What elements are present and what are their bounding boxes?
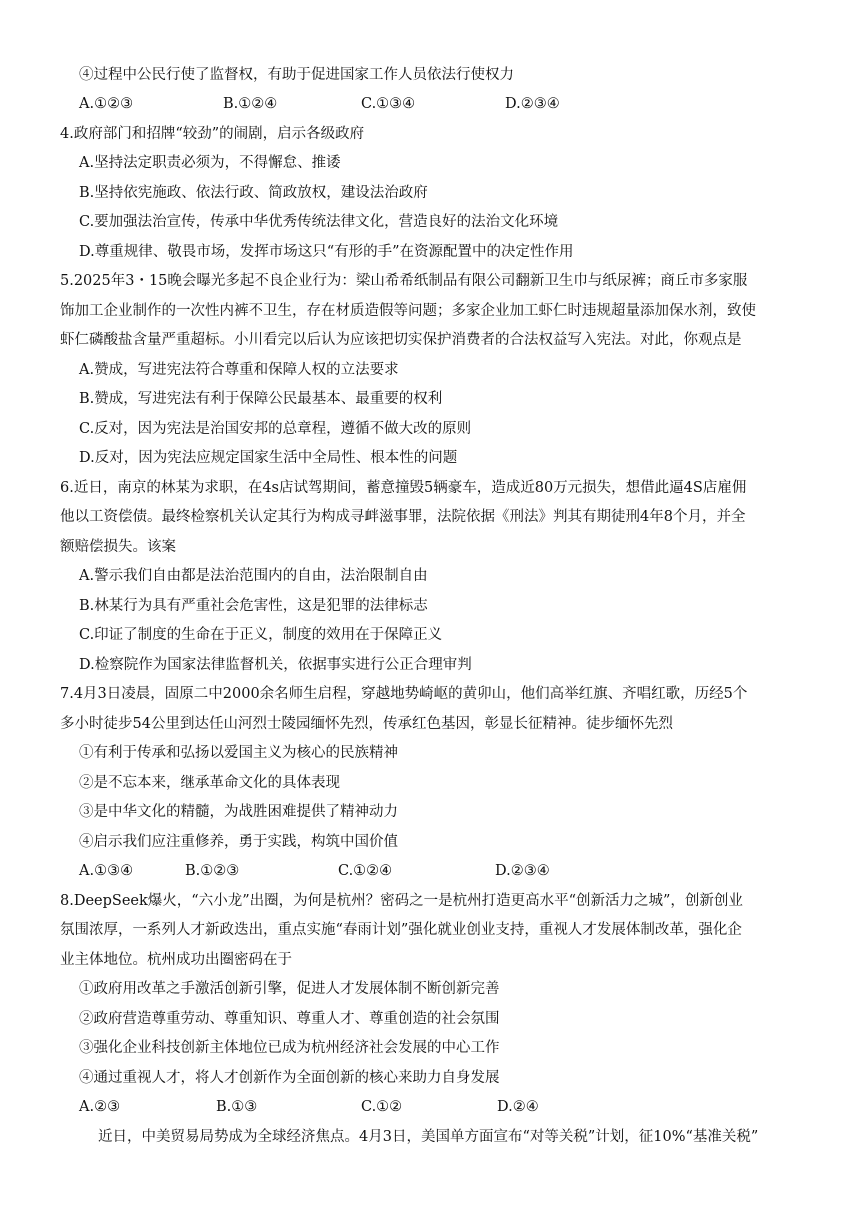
q3-item-4: ④过程中公民行使了监督权，有助于促进国家工作人员依法行使权力 [79,67,514,83]
q6-stem-line-2: 他以工资偿债。最终检察机关认定其行为构成寻衅滋事罪，法院依据《刑法》判其有期徒刑4年8个月，并全 [60,509,746,525]
q7-option-d: D.②③④ [495,863,550,879]
q6-option-a: A.警示我们自由都是法治范围内的自由，法治限制自由 [79,568,428,584]
q7-stem-line-1: 7.4月3日凌晨，固原二中2000余名师生启程，穿越地势崎岖的黄卯山，他们高举红旗、齐唱红歌，历经5个 [60,686,748,702]
q5-option-c: C.反对，因为宪法是治国安邦的总章程，遵循不做大改的原则 [79,421,472,437]
q5-stem-line-1: 5.2025年3・15晚会曝光多起不良企业行为：梁山希希纸制品有限公司翻新卫生巾与纸尿裤；商丘市多家服 [60,273,748,289]
q4-stem: 4.政府部门和招牌“较劲”的闹剧，启示各级政府 [60,126,365,142]
q4-option-b: B.坚持依宪施政、依法行政、简政放权，建设法治政府 [79,185,428,201]
q6-stem-line-3: 额赔偿损失。该案 [60,539,176,555]
q7-stem-line-2: 多小时徒步54公里到达任山河烈士陵园缅怀先烈，传承红色基因，彰显长征精神。徒步缅怀先烈 [60,716,673,732]
q7-options [79,861,779,881]
q8-stem-line-3: 业主体地位。杭州成功出圈密码在于 [60,952,292,968]
q7-item-1: ①有利于传承和弘扬以爱国主义为核心的民族精神 [79,745,398,761]
q8-stem-line-2: 氛围浓厚，一系列人才新政迭出，重点实施“春雨计划”强化就业创业支持，重视人才发展体制改革，强化企 [60,922,742,938]
q8-option-d: D.②④ [497,1099,539,1115]
q4-option-a: A.坚持法定职责必须为，不得懈怠、推诿 [79,155,341,171]
q7-option-a: A.①③④ [79,863,134,879]
q8-stem-line-1: 8.DeepSeek爆火，“六小龙”出圈，为何是杭州？密码之一是杭州打造更高水平“创新活力之城”，创新创业 [60,893,743,909]
q5-stem-line-3: 虾仁磷酸盐含量严重超标。小川看完以后认为应该把切实保护消费者的合法权益写入宪法。对此，你观点是 [60,332,742,348]
q5-stem-line-2: 饰加工企业制作的一次性内裤不卫生，存在材质造假等问题；多家企业加工虾仁时违规超量添加保水剂，致使 [60,303,756,319]
q3-option-b: B.①②④ [223,96,278,112]
q8-option-b: B.①③ [216,1099,258,1115]
passage-first-line: 近日，中美贸易局势成为全球经济焦点。4月3日，美国单方面宣布“对等关税”计划，征10%“基准关税” [98,1129,759,1145]
q3-option-c: C.①③④ [361,96,416,112]
q8-item-3: ③强化企业科技创新主体地位已成为杭州经济社会发展的中心工作 [79,1040,500,1056]
q5-option-d: D.反对，因为宪法应规定国家生活中全局性、根本性的问题 [79,450,458,466]
q4-option-c: C.要加强法治宣传，传承中华优秀传统法律文化，营造良好的法治文化环境 [79,214,559,230]
q3-options [79,94,779,114]
q5-option-a: A.赞成，写进宪法符合尊重和保障人权的立法要求 [79,362,399,378]
q6-option-c: C.印证了制度的生命在于正义，制度的效用在于保障正义 [79,627,443,643]
q6-stem-line-1: 6.近日，南京的林某为求职，在4s店试驾期间，蓄意撞毁5辆豪车，造成近80万元损失，想借此逼4S店雇佣 [60,480,747,496]
q5-option-b: B.赞成，写进宪法有利于保障公民最基本、最重要的权利 [79,391,443,407]
q3-option-a: A.①②③ [79,96,134,112]
q8-item-1: ①政府用改革之手激活创新引擎，促进人才发展体制不断创新完善 [79,981,500,997]
q4-option-d: D.尊重规律、敬畏市场，发挥市场这只“有形的手”在资源配置中的决定性作用 [79,244,574,260]
q8-option-a: A.②③ [79,1099,121,1115]
q8-item-2: ②政府营造尊重劳动、尊重知识、尊重人才、尊重创造的社会氛围 [79,1011,500,1027]
q7-option-b: B.①②③ [185,863,240,879]
q7-item-2: ②是不忘本来，继承革命文化的具体表现 [79,775,340,791]
q8-option-c: C.①② [361,1099,403,1115]
q8-item-4: ④通过重视人才，将人才创新作为全面创新的核心来助力自身发展 [79,1070,500,1086]
q6-option-d: D.检察院作为国家法律监督机关，依据事实进行公正合理审判 [79,657,472,673]
q3-option-d: D.②③④ [505,96,560,112]
q7-item-3: ③是中华文化的精髓，为战胜困难提供了精神动力 [79,804,398,820]
q8-options [79,1097,779,1117]
q7-option-c: C.①②④ [338,863,393,879]
q6-option-b: B.林某行为具有严重社会危害性，这是犯罪的法律标志 [79,598,428,614]
q7-item-4: ④启示我们应注重修养，勇于实践，构筑中国价值 [79,834,398,850]
